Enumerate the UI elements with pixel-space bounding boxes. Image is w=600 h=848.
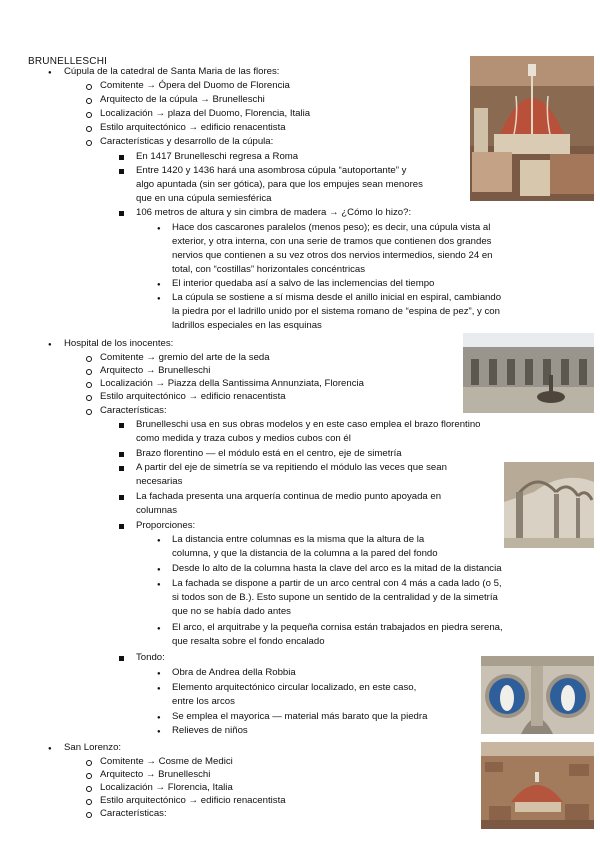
list-item: En 1417 Brunelleschi regresa a Roma (136, 151, 299, 162)
list-item: ● El arco, el arquitrabe y la pequeña cornisa están trabajados en piedra serena, (172, 622, 503, 634)
list-item-continuation: columna, y que la distancia de la columna a la pared del fondo (172, 548, 438, 559)
list-item: Localización → Florencia, Italia (100, 782, 233, 793)
list-item: Entre 1420 y 1436 hará una asombrosa cúpula “autoportante” y (136, 165, 407, 176)
list-item: Localización → plaza del Duomo, Florencia, Italia (100, 108, 311, 119)
list-item: ● Cúpula de la catedral de Santa Maria de las flores: (64, 66, 279, 78)
list-item-continuation: exterior, y otra interna, con una serie de tramos que contienen dos grandes (172, 236, 492, 247)
tondo-photo (481, 656, 594, 734)
list-item: Arquitecto → Brunelleschi (100, 365, 211, 376)
list-item: Estilo arquitectónico → edificio renacentista (100, 122, 286, 133)
list-item-continuation: entre los arcos (172, 696, 235, 707)
list-item: ● Relieves de niños (172, 725, 248, 737)
list-item: A partir del eje de simetría se va repitiendo el módulo las veces que sean (136, 462, 447, 473)
list-item: Proporciones: (136, 520, 196, 531)
list-item: Características y desarrollo de la cúpula: (100, 136, 274, 147)
list-item-continuation: total, con “costillas” horizontales concéntricas (172, 264, 366, 275)
list-item: ● La fachada se dispone a partir de un arco central con 4 más a cada lado (o 5, (172, 578, 502, 590)
document-title: BRUNELLESCHI (28, 56, 108, 67)
list-item: ● Hace dos cascarones paralelos (menos peso); es decir, una cúpula vista al (172, 222, 490, 234)
list-item: 106 metros de altura y sin cimbra de madera → ¿Cómo lo hizo?: (136, 207, 412, 218)
list-item-continuation: si todos son de B.). Esto supone un sentido de la centralidad y de la simetría (172, 592, 498, 603)
list-item-continuation: que en una cúpula semiesférica (136, 193, 272, 204)
list-item: ● Elemento arquitectónico circular localizado, en este caso, (172, 682, 416, 694)
list-item-continuation: necesarias (136, 476, 183, 487)
list-item: Características: (100, 808, 167, 819)
san-lorenzo-photo (481, 742, 594, 829)
list-item: Tondo: (136, 652, 165, 663)
loggia-arcade-photo (504, 462, 594, 548)
list-item-continuation: que no se había dado antes (172, 606, 291, 617)
list-item-continuation: como medida y traza cubos y medios cubos con él (136, 433, 351, 444)
list-item: ● Desde lo alto de la columna hasta la clave del arco es la mitad de la distancia (172, 563, 502, 575)
list-item-continuation: algo apuntada (sin ser gótica), para que los empujes sean menores (136, 179, 423, 190)
list-item-continuation: que resalta sobre el fondo encalado (172, 636, 325, 647)
list-item: ● El interior quedaba así a salvo de las inclemencias del tiempo (172, 278, 434, 290)
list-item: ● La distancia entre columnas es la misma que la altura de la (172, 534, 424, 546)
list-item: ● Se emplea el mayorica — material más barato que la piedra (172, 711, 427, 723)
list-item-continuation: nervios que contienen a su vez otros dos nervios intermedios, siendo 24 en (172, 250, 493, 261)
list-item: Comitente → gremio del arte de la seda (100, 352, 270, 363)
list-item: Comitente → Cosme de Medici (100, 756, 233, 767)
list-item-continuation: ladrillos especiales en las esquinas (172, 320, 322, 331)
list-item: Brunelleschi usa en sus obras modelos y en este caso emplea el brazo florentino (136, 419, 481, 430)
list-item: Comitente → Ópera del Duomo de Florencia (100, 80, 290, 91)
list-item: Arquitecto → Brunelleschi (100, 769, 211, 780)
list-item: Características: (100, 405, 167, 416)
list-item: Localización → Piazza della Santissima Annunziata, Florencia (100, 378, 364, 389)
cathedral-dome-photo (470, 56, 594, 201)
list-item-continuation: la piedra por el ladrillo unido por el sistema romano de “espina de pez”, y con (172, 306, 500, 317)
list-item: ● Obra de Andrea della Robbia (172, 667, 296, 679)
list-item: ● La cúpula se sostiene a sí misma desde el anillo inicial en espiral, cambiando (172, 292, 501, 304)
list-item: Arquitecto de la cúpula → Brunelleschi (100, 94, 265, 105)
list-item: Estilo arquitectónico → edificio renacentista (100, 795, 286, 806)
list-item: Brazo florentino — el módulo está en el centro, eje de simetría (136, 448, 402, 459)
hospital-piazza-photo (463, 333, 594, 413)
list-item: La fachada presenta una arquería continua de medio punto apoyada en (136, 491, 442, 502)
list-item: Estilo arquitectónico → edificio renacentista (100, 391, 286, 402)
list-item-continuation: columnas (136, 505, 178, 516)
list-item: ● San Lorenzo: (64, 742, 121, 754)
list-item: ● Hospital de los inocentes: (64, 338, 173, 350)
